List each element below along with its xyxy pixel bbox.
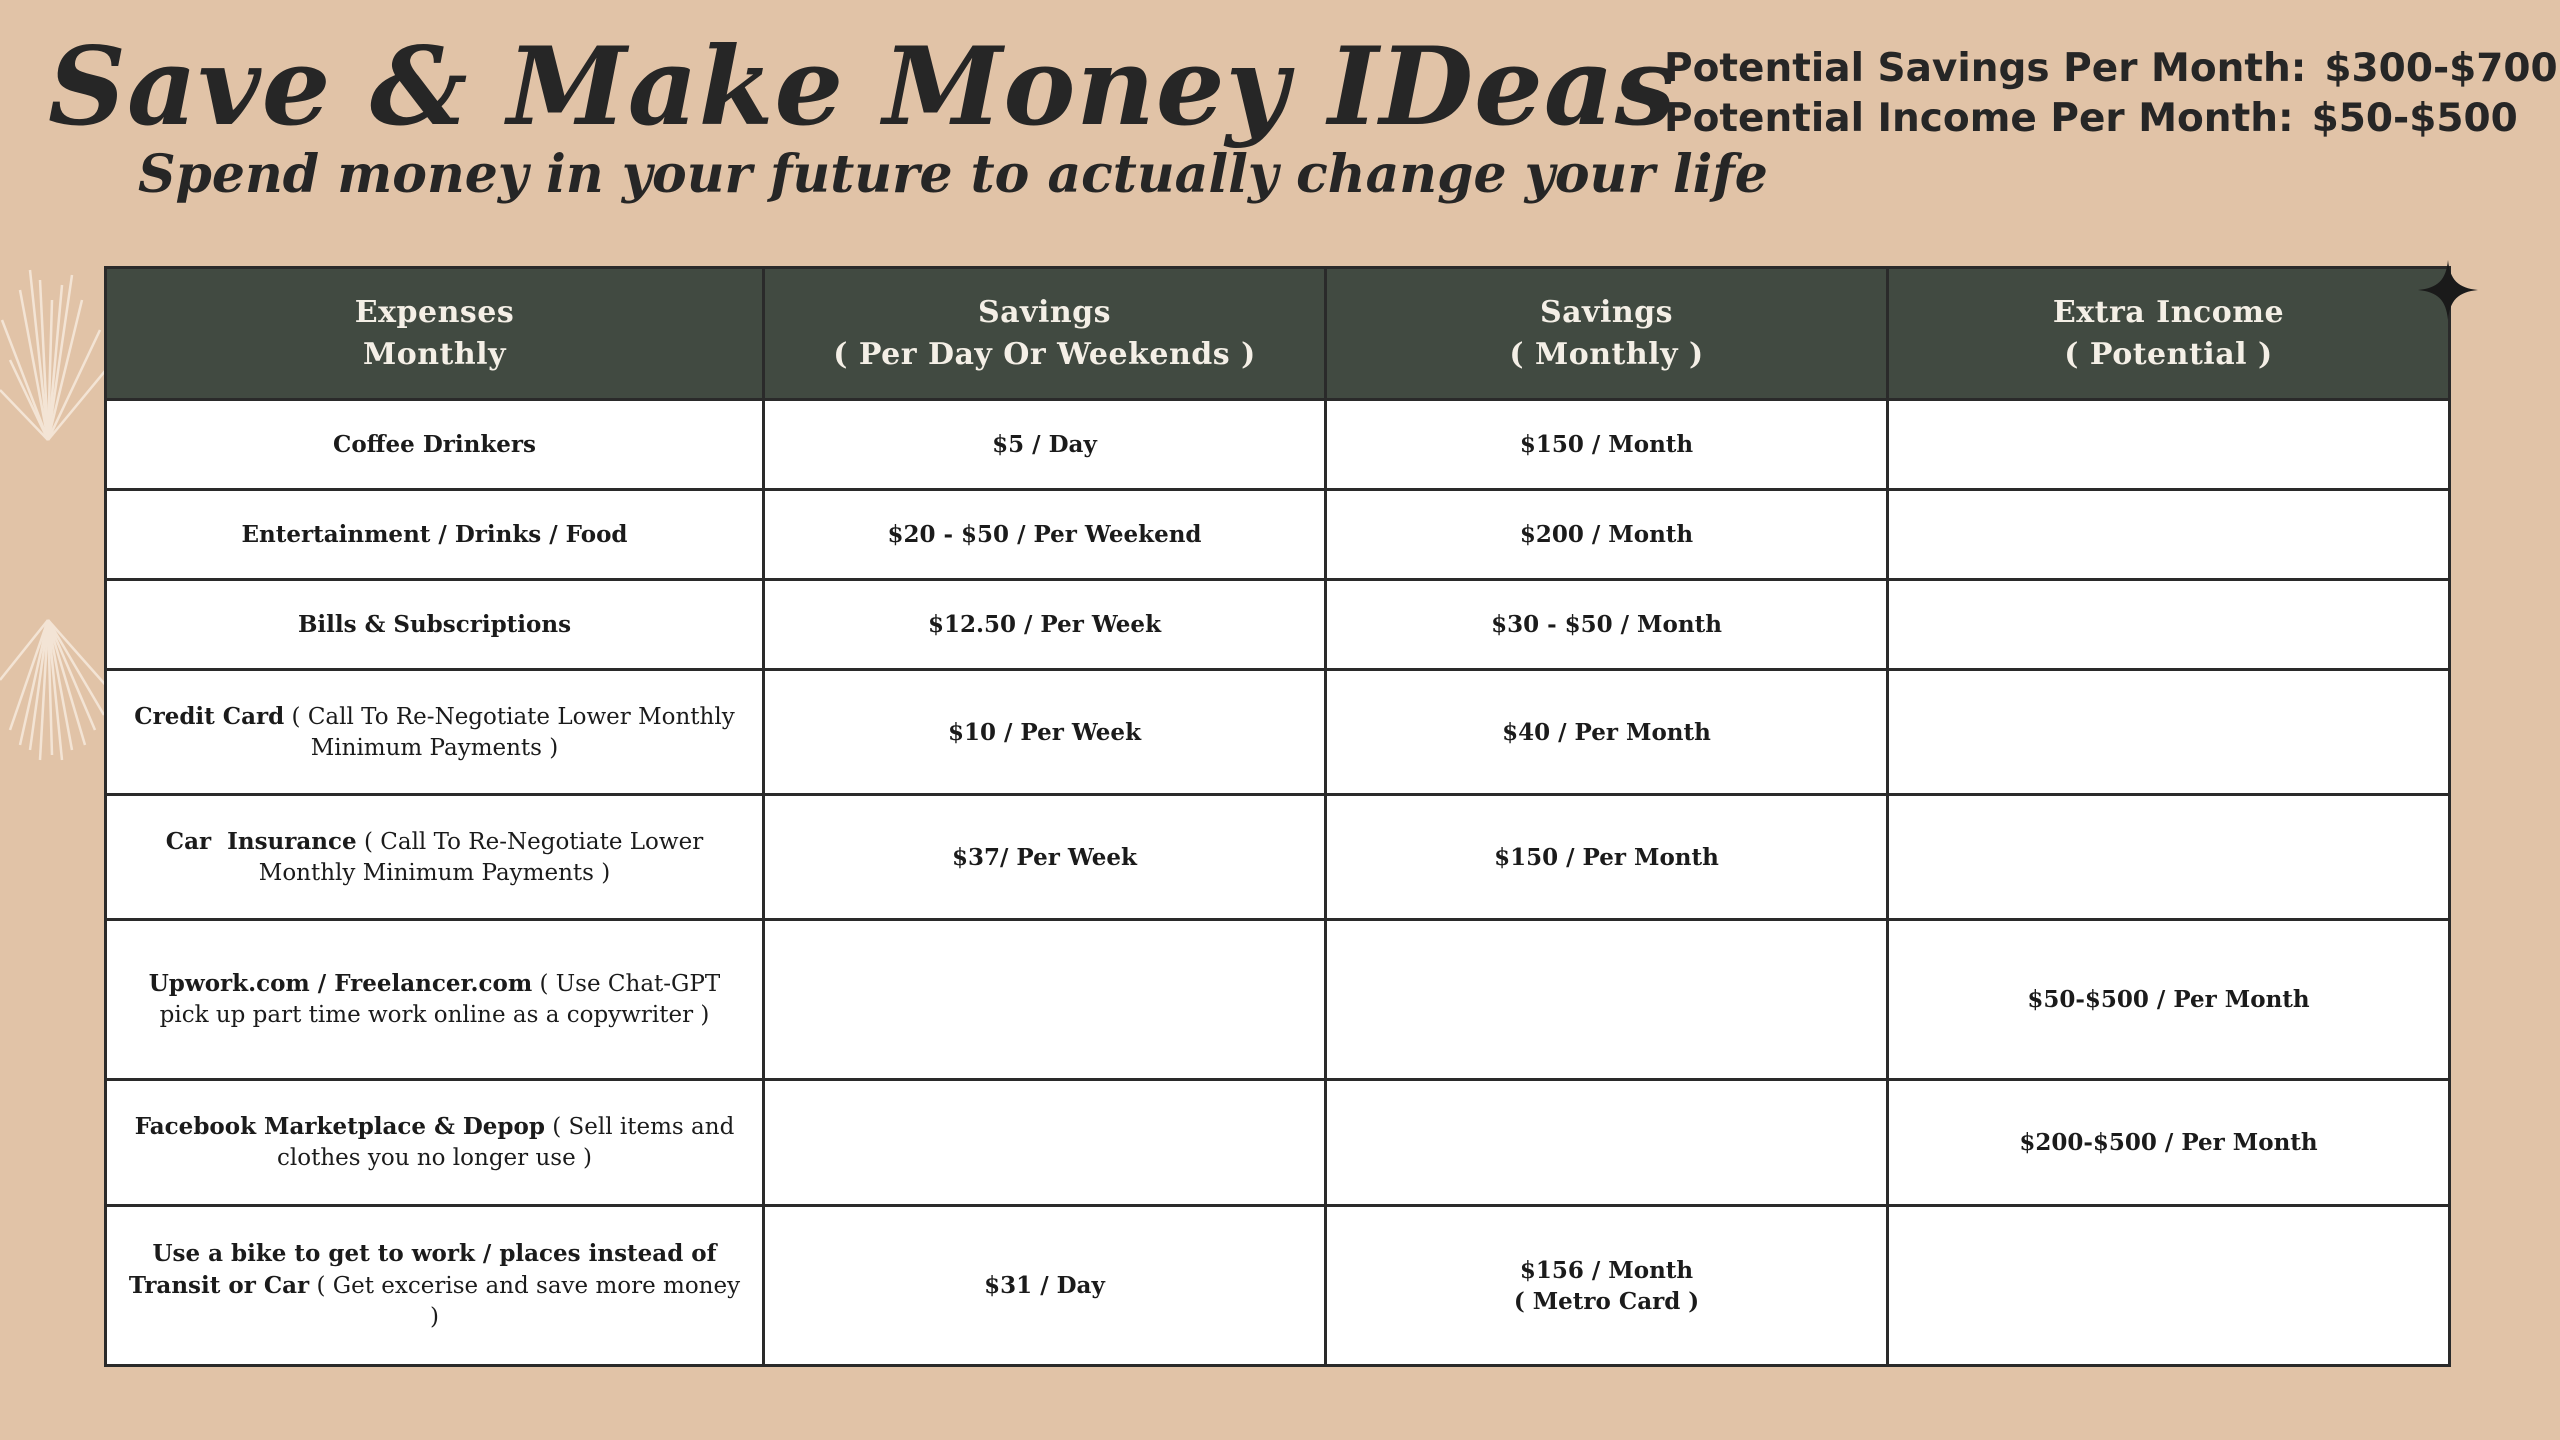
expense-cell: Use a bike to get to work / places instead of Transit or Car ( Get excerise and save more money ) xyxy=(106,1206,764,1366)
expense-cell: Bills & Subscriptions xyxy=(106,580,764,670)
income-cell xyxy=(1888,580,2450,670)
expense-note: ( Get excerise and save more money ) xyxy=(316,1273,741,1330)
potential-summary xyxy=(1664,44,2558,144)
savings-month-cell: $200 / Month xyxy=(1326,490,1888,580)
table-row xyxy=(106,1080,2450,1206)
table-header-row xyxy=(106,268,2450,400)
expense-note: ( Use Chat-GPT pick up part time work online as a copywriter ) xyxy=(159,971,721,1028)
page-title: Save & Make Money IDeas xyxy=(48,24,1677,150)
table-row xyxy=(106,490,2450,580)
potential-income-value: $50-$500 xyxy=(2311,96,2518,141)
table-row xyxy=(106,400,2450,490)
savings-day-cell xyxy=(764,1080,1326,1206)
column-header-savings-day: Savings ( Per Day Or Weekends ) xyxy=(764,268,1326,400)
savings-day-cell xyxy=(764,920,1326,1080)
potential-savings-label: Potential Savings Per Month: xyxy=(1664,46,2307,91)
expense-note: ( Sell items and clothes you no longer use ) xyxy=(277,1114,735,1171)
expense-note: ( Call To Re-Negotiate Lower Monthly Minimum Payments ) xyxy=(291,703,735,761)
income-cell: $50-$500 / Per Month xyxy=(1888,920,2450,1080)
savings-day-cell: $37/ Per Week xyxy=(764,795,1326,920)
expense-cell: Facebook Marketplace & Depop ( Sell items and clothes you no longer use ) xyxy=(106,1080,764,1206)
savings-month-cell: $150 / Per Month xyxy=(1326,795,1888,920)
income-cell: $200-$500 / Per Month xyxy=(1888,1080,2450,1206)
income-cell xyxy=(1888,400,2450,490)
savings-day-cell: $31 / Day xyxy=(764,1206,1326,1366)
potential-income xyxy=(1664,94,2558,144)
page-subtitle: Spend money in your future to actually change your life xyxy=(138,144,1768,205)
savings-month-cell: $40 / Per Month xyxy=(1326,670,1888,795)
savings-day-cell: $20 - $50 / Per Weekend xyxy=(764,490,1326,580)
income-cell xyxy=(1888,795,2450,920)
column-header-extra-income: Extra Income ( Potential ) xyxy=(1888,268,2450,400)
expense-cell: Entertainment / Drinks / Food xyxy=(106,490,764,580)
expense-cell: Credit Card ( Call To Re-Negotiate Lower Monthly Minimum Payments ) xyxy=(106,670,764,795)
income-cell xyxy=(1888,1206,2450,1366)
income-cell xyxy=(1888,490,2450,580)
savings-month-cell: $150 / Month xyxy=(1326,400,1888,490)
table-row xyxy=(106,920,2450,1080)
table-row xyxy=(106,670,2450,795)
savings-day-cell: $10 / Per Week xyxy=(764,670,1326,795)
expense-cell: Upwork.com / Freelancer.com ( Use Chat-GPT pick up part time work online as a copywriter ) xyxy=(106,920,764,1080)
savings-day-cell: $5 / Day xyxy=(764,400,1326,490)
savings-table xyxy=(104,266,2451,1367)
four-point-star-icon xyxy=(2416,258,2480,322)
savings-month-cell xyxy=(1326,920,1888,1080)
expense-note: ( Call To Re-Negotiate Lower Monthly Minimum Payments ) xyxy=(258,828,704,886)
table-row xyxy=(106,795,2450,920)
savings-day-cell: $12.50 / Per Week xyxy=(764,580,1326,670)
income-cell xyxy=(1888,670,2450,795)
savings-table-container xyxy=(104,266,2448,1366)
potential-income-label: Potential Income Per Month: xyxy=(1664,96,2294,141)
savings-month-cell xyxy=(1326,1080,1888,1206)
savings-month-cell: $30 - $50 / Month xyxy=(1326,580,1888,670)
expense-cell: Coffee Drinkers xyxy=(106,400,764,490)
table-row xyxy=(106,1206,2450,1366)
potential-savings-value: $300-$700 xyxy=(2324,46,2558,91)
potential-savings xyxy=(1664,44,2558,94)
column-header-savings-monthly: Savings ( Monthly ) xyxy=(1326,268,1888,400)
expense-cell: Car Insurance ( Call To Re-Negotiate Lower Monthly Minimum Payments ) xyxy=(106,795,764,920)
table-row xyxy=(106,580,2450,670)
savings-month-cell: $156 / Month ( Metro Card ) xyxy=(1326,1206,1888,1366)
column-header-expenses: Expenses Monthly xyxy=(106,268,764,400)
